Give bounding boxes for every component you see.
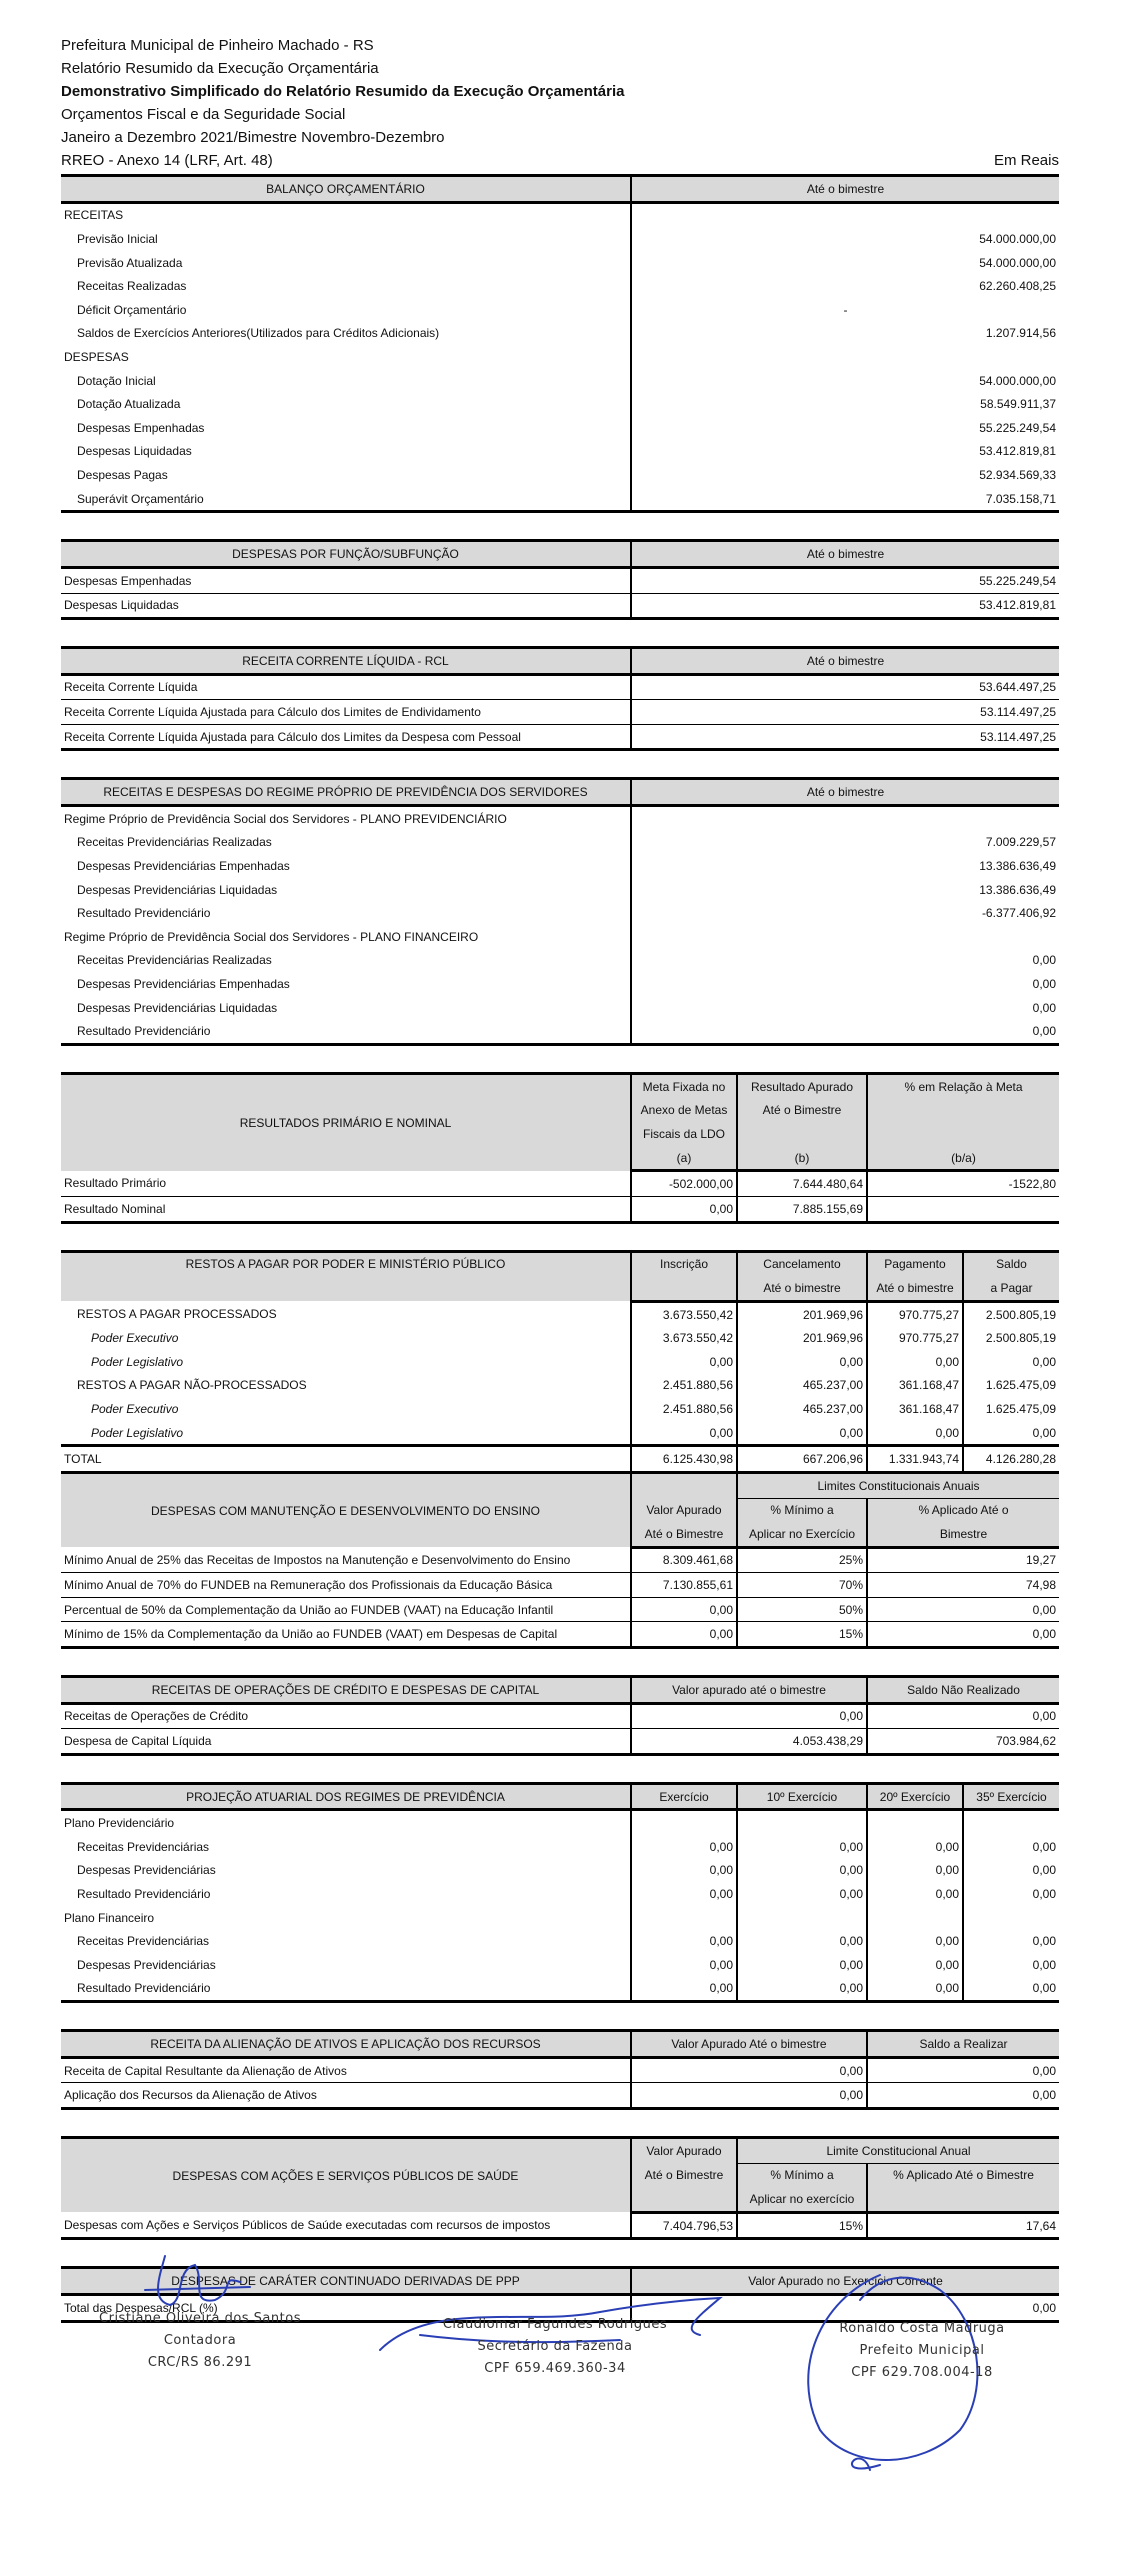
signer-name: Ronaldo Costa Madruga [839, 2321, 1005, 2336]
table-row: Poder Executivo 2.451.880,56 465.237,00 361.168,47 1.625.475,09 [61, 1397, 1059, 1421]
ensino-title: DESPESAS COM MANUTENÇÃO E DESENVOLVIMENTO DO ENSINO [61, 1474, 631, 1547]
rcl-table: RECEITA CORRENTE LÍQUIDA - RCL Até o bimestre Receita Corrente Líquida 53.644.497,25 Receita Corrente Líquida Ajustada para Cálculo dos Limites de Endividamento 53.114.497,25 Receita Corrente Líquida Ajustada para Cálculo dos Limites da Despesa com Pessoal 53.114.497,25 [61, 646, 1059, 751]
saude-title: DESPESAS COM AÇÕES E SERVIÇOS PÚBLICOS DE SAÚDE [61, 2137, 631, 2212]
table-row: Receitas Previdenciárias 0,00 0,00 0,00 0,00 [61, 1835, 1059, 1859]
balanco-title: BALANÇO ORÇAMENTÁRIO [61, 176, 631, 203]
table-row: Despesas Previdenciárias Liquidadas 0,00 [61, 996, 1059, 1020]
table-row: Despesas Previdenciárias Empenhadas 0,00 [61, 972, 1059, 996]
table-row: Regime Próprio de Previdência Social dos Servidores - PLANO FINANCEIRO [61, 925, 1059, 949]
restos-title: RESTOS A PAGAR POR PODER E MINISTÉRIO PÚBLICO [61, 1251, 631, 1301]
rpps-title: RECEITAS E DESPESAS DO REGIME PRÓPRIO DE PREVIDÊNCIA DOS SERVIDORES [61, 779, 631, 806]
table-row: Total das Despesas/RCL (%) 0,00 [61, 2294, 1059, 2321]
table-row: Regime Próprio de Previdência Social dos Servidores - PLANO PREVIDENCIÁRIO [61, 806, 1059, 831]
table-row: Previsão Inicial 54.000.000,00 [61, 227, 1059, 251]
funcao-table: DESPESAS POR FUNÇÃO/SUBFUNÇÃO Até o bimestre Despesas Empenhadas 55.225.249,54 Despesas Liquidadas 53.412.819,81 [61, 539, 1059, 620]
saude-table: DESPESAS COM AÇÕES E SERVIÇOS PÚBLICOS DE SAÚDE Valor Apurado Limite Constitucional Anual Até o Bimestre % Mínimo a % Aplicado Até o Bimestre Aplicar no exercício Despesas com Ações e Serviços Públicos de Saúde executadas com recursos de impostos 7.404.796,53 15% 17,64 [61, 2136, 1059, 2240]
table-row: Previsão Atualizada 54.000.000,00 [61, 251, 1059, 275]
rpps-table: RECEITAS E DESPESAS DO REGIME PRÓPRIO DE PREVIDÊNCIA DOS SERVIDORES Até o bimestre Regime Próprio de Previdência Social dos Servidores - PLANO PREVIDENCIÁRIO Receitas Previdenciárias Realizadas 7.009.229,57 Despesas Previdenciárias Empenhadas 13.386.636,49 Despesas Previdenciárias Liquidadas 13.386.636,49 Resultado Previdenciário -6.377.406,92 Regime Próprio de Previdência Social dos Servidores - PLANO FINANCEIRO Receitas Previdenciárias Realizadas 0,00 Despesas Previdenciárias Empenhadas 0,00 Despesas Previdenciárias Liquidadas 0,00 Resultado Previdenciário 0,00 [61, 777, 1059, 1046]
atuarial-table: PROJEÇÃO ATUARIAL DOS REGIMES DE PREVIDÊNCIA Exercício 10º Exercício 20º Exercício 35º Exercício Plano Previdenciário Receitas Previdenciárias 0,00 0,00 0,00 0,00 Despesas Previdenciárias 0,00 0,00 0,00 0,00 Resultado Previdenciário 0,00 0,00 0,00 0,00 Plano Financeiro Receitas Previdenciárias 0,00 0,00 0,00 0,00 Despesas Previdenciárias 0,00 0,00 0,00 0,00 Resultado Previdenciário 0,00 0,00 0,00 0,00 [61, 1782, 1059, 2003]
currency-unit: Em Reais [993, 152, 1059, 169]
alienacao-title: RECEITA DA ALIENAÇÃO DE ATIVOS E APLICAÇÃO DOS RECURSOS [61, 2031, 631, 2058]
table-row: DESPESAS [61, 345, 1059, 369]
funcao-title: DESPESAS POR FUNÇÃO/SUBFUNÇÃO [61, 541, 631, 568]
credito-title: RECEITAS DE OPERAÇÕES DE CRÉDITO E DESPESAS DE CAPITAL [61, 1677, 631, 1704]
table-row: Despesas Liquidadas 53.412.819,81 [61, 440, 1059, 464]
table-row: Poder Executivo 3.673.550,42 201.969,96 970.775,27 2.500.805,19 [61, 1326, 1059, 1350]
ppp-title: DESPESAS DE CARÁTER CONTINUADO DERIVADAS DE PPP [61, 2268, 631, 2295]
table-row: Receitas Previdenciárias 0,00 0,00 0,00 0,00 [61, 1929, 1059, 1953]
saude-limite-header: Limite Constitucional Anual [737, 2137, 1059, 2163]
table-row: Percentual de 50% da Complementação da União ao FUNDEB (VAAT) na Educação Infantil 0,00 50% 0,00 [61, 1597, 1059, 1622]
signer-doc: CPF 629.708.004-18 [851, 2365, 993, 2380]
annex-line: RREO - Anexo 14 (LRF, Art. 48) [61, 152, 273, 169]
table-row: Receita de Capital Resultante da Alienação de Ativos 0,00 0,00 [61, 2057, 1059, 2083]
atuarial-title: PROJEÇÃO ATUARIAL DOS REGIMES DE PREVIDÊNCIA [61, 1783, 631, 1810]
resultados-table: RESULTADOS PRIMÁRIO E NOMINAL Meta Fixada no Resultado Apurado % em Relação à Meta Anexo de Metas Até o Bimestre Fiscais da LDO (a) (b) (b/a) Resultado Primário -502.000,00 7.644.480,64 -1522,80 Resultado Nominal 0,00 7.885.155,69 [61, 1072, 1059, 1224]
signer-doc: CPF 659.469.360-34 [484, 2361, 626, 2376]
table-row: Despesas Previdenciárias 0,00 0,00 0,00 0,00 [61, 1859, 1059, 1883]
restos-table: RESTOS A PAGAR POR PODER E MINISTÉRIO PÚBLICO Inscrição Cancelamento Pagamento Saldo Até o bimestre Até o bimestre a Pagar RESTOS A PAGAR PROCESSADOS 3.673.550,42 201.969,96 970.775,27 2.500.805,19 Poder Executivo 3.673.550,42 201.969,96 970.775,27 2.500.805,19 Poder Legislativo 0,00 0,00 0,00 0,00 RESTOS A PAGAR NÃO-PROCESSADOS 2.451.880,56 465.237,00 361.168,47 1.625.475,09 Poder Executivo 2.451.880,56 465.237,00 361.168,47 1.625.475,09 Poder Legislativo 0,00 0,00 0,00 0,00 TOTAL 6.125.430,98 667.206,96 1.331.943,74 4.126.280,28 [61, 1250, 1059, 1474]
table-row: Despesas Previdenciárias Empenhadas 13.386.636,49 [61, 854, 1059, 878]
table-row: Despesas Previdenciárias Liquidadas 13.386.636,49 [61, 878, 1059, 902]
table-row: Poder Legislativo 0,00 0,00 0,00 0,00 [61, 1350, 1059, 1374]
table-row: Receita Corrente Líquida Ajustada para Cálculo dos Limites de Endividamento 53.114.497,25 [61, 700, 1059, 725]
resultados-title: RESULTADOS PRIMÁRIO E NOMINAL [61, 1074, 631, 1171]
signer-role: Contadora [163, 2333, 237, 2348]
table-row: Resultado Previdenciário 0,00 0,00 0,00 0,00 [61, 1977, 1059, 2002]
table-row: Superávit Orçamentário 7.035.158,71 [61, 487, 1059, 512]
signer-role: Secretário da Fazenda [477, 2339, 633, 2354]
table-row: Plano Previdenciário [61, 1810, 1059, 1835]
ensino-limites-header: Limites Constitucionais Anuais [737, 1474, 1059, 1498]
table-row: Resultado Previdenciário 0,00 0,00 0,00 0,00 [61, 1882, 1059, 1906]
ppp-table: DESPESAS DE CARÁTER CONTINUADO DERIVADAS DE PPP Valor Apurado no Exercício Corrente Total das Despesas/RCL (%) 0,00 [61, 2266, 1059, 2322]
table-row: Receitas Realizadas 62.260.408,25 [61, 274, 1059, 298]
table-row: Receitas de Operações de Crédito 0,00 0,00 [61, 1703, 1059, 1729]
table-row: RESTOS A PAGAR NÃO-PROCESSADOS 2.451.880,56 465.237,00 361.168,47 1.625.475,09 [61, 1374, 1059, 1398]
table-row: RECEITAS [61, 202, 1059, 227]
table-row: Dotação Inicial 54.000.000,00 [61, 369, 1059, 393]
table-row: Poder Legislativo 0,00 0,00 0,00 0,00 [61, 1421, 1059, 1446]
table-row: Despesas Empenhadas 55.225.249,54 [61, 416, 1059, 440]
table-row: RESTOS A PAGAR PROCESSADOS 3.673.550,42 201.969,96 970.775,27 2.500.805,19 [61, 1301, 1059, 1326]
table-row: Mínimo de 15% da Complementação da União ao FUNDEB (VAAT) em Despesas de Capital 0,00 15% 0,00 [61, 1622, 1059, 1648]
period-line: Janeiro a Dezembro 2021/Bimestre Novembro-Dezembro [61, 129, 445, 146]
report-name-line: Relatório Resumido da Execução Orçamentária [61, 60, 379, 77]
table-row: Mínimo Anual de 25% das Receitas de Impostos na Manutenção e Desenvolvimento do Ensino 8.309.461,68 25% 19,27 [61, 1547, 1059, 1573]
table-row: Receita Corrente Líquida Ajustada para Cálculo dos Limites da Despesa com Pessoal 53.114.497,25 [61, 724, 1059, 750]
table-row: Despesa de Capital Líquida 4.053.438,29 703.984,62 [61, 1729, 1059, 1755]
municipality-line: Prefeitura Municipal de Pinheiro Machado - RS [61, 37, 374, 54]
table-row: Despesas Pagas 52.934.569,33 [61, 463, 1059, 487]
table-row: Despesas Previdenciárias 0,00 0,00 0,00 0,00 [61, 1953, 1059, 1977]
ensino-table: DESPESAS COM MANUTENÇÃO E DESENVOLVIMENTO DO ENSINO Limites Constitucionais Anuais Valor Apurado % Mínimo a % Aplicado Até o Até o Bimestre Aplicar no Exercício Bimestre Mínimo Anual de 25% das Receitas de Impostos na Manutenção e Desenvolvimento do Ensino 8.309.461,68 25% 19,27 Mínimo Anual de 70% do FUNDEB na Remuneração dos Profissionais da Educação Básica 7.130.855,61 70% 74,98 Percentual de 50% da Complementação da União ao FUNDEB (VAAT) na Educação Infantil 0,00 50% 0,00 Mínimo de 15% da Complementação da União ao FUNDEB (VAAT) em Despesas de Capital 0,00 15% 0,00 [61, 1474, 1059, 1649]
table-row: Resultado Primário -502.000,00 7.644.480,64 -1522,80 [61, 1171, 1059, 1197]
credito-table: RECEITAS DE OPERAÇÕES DE CRÉDITO E DESPESAS DE CAPITAL Valor apurado até o bimestre Saldo Não Realizado Receitas de Operações de Crédito 0,00 0,00 Despesa de Capital Líquida 4.053.438,29 703.984,62 [61, 1675, 1059, 1756]
budget-scope-line: Orçamentos Fiscal e da Seguridade Social [61, 106, 346, 123]
signer-name: Claudiomar Fagundes Rodrigues [442, 2317, 668, 2332]
signer-name: Cristiane Oliveira dos Santos [99, 2311, 301, 2326]
table-row: Saldos de Exercícios Anteriores(Utilizados para Créditos Adicionais) 1.207.914,56 [61, 322, 1059, 346]
table-row: Dotação Atualizada 58.549.911,37 [61, 392, 1059, 416]
table-row: Despesas com Ações e Serviços Públicos de Saúde executadas com recursos de impostos 7.404.796,53 15% 17,64 [61, 2212, 1059, 2239]
table-row: Mínimo Anual de 70% do FUNDEB na Remuneração dos Profissionais da Educação Básica 7.130.855,61 70% 74,98 [61, 1573, 1059, 1598]
table-row: Receitas Previdenciárias Realizadas 7.009.229,57 [61, 831, 1059, 855]
alienacao-table: RECEITA DA ALIENAÇÃO DE ATIVOS E APLICAÇÃO DOS RECURSOS Valor Apurado Até o bimestre Saldo a Realizar Receita de Capital Resultante da Alienação de Ativos 0,00 0,00 Aplicação dos Recursos da Alienação de Ativos 0,00 0,00 [61, 2029, 1059, 2110]
signature-contadora [158, 2256, 240, 2305]
signature-block-secretario [420, 2314, 690, 2380]
balanco-col-header: Até o bimestre [631, 176, 1059, 203]
table-row: Despesas Liquidadas 53.412.819,81 [61, 593, 1059, 619]
signature-block-contadora [85, 2308, 315, 2374]
signer-doc: CRC/RS 86.291 [147, 2355, 253, 2370]
signer-role: Prefeito Municipal [859, 2343, 985, 2358]
report-title: Demonstrativo Simplificado do Relatório Resumido da Execução Orçamentária [61, 83, 625, 100]
table-row: Resultado Previdenciário -6.377.406,92 [61, 901, 1059, 925]
table-row: Plano Financeiro [61, 1906, 1059, 1930]
table-row: Despesas Empenhadas 55.225.249,54 [61, 567, 1059, 593]
table-row: Aplicação dos Recursos da Alienação de Ativos 0,00 0,00 [61, 2083, 1059, 2109]
table-row: Resultado Previdenciário 0,00 [61, 1019, 1059, 1044]
table-row: Resultado Nominal 0,00 7.885.155,69 [61, 1196, 1059, 1222]
table-row: Receita Corrente Líquida 53.644.497,25 [61, 674, 1059, 700]
signature-block-prefeito [812, 2318, 1032, 2384]
total-row: TOTAL 6.125.430,98 667.206,96 1.331.943,74 4.126.280,28 [61, 1446, 1059, 1473]
table-row: Déficit Orçamentário - [61, 298, 1059, 322]
rcl-title: RECEITA CORRENTE LÍQUIDA - RCL [61, 648, 631, 675]
table-row: Receitas Previdenciárias Realizadas 0,00 [61, 949, 1059, 973]
